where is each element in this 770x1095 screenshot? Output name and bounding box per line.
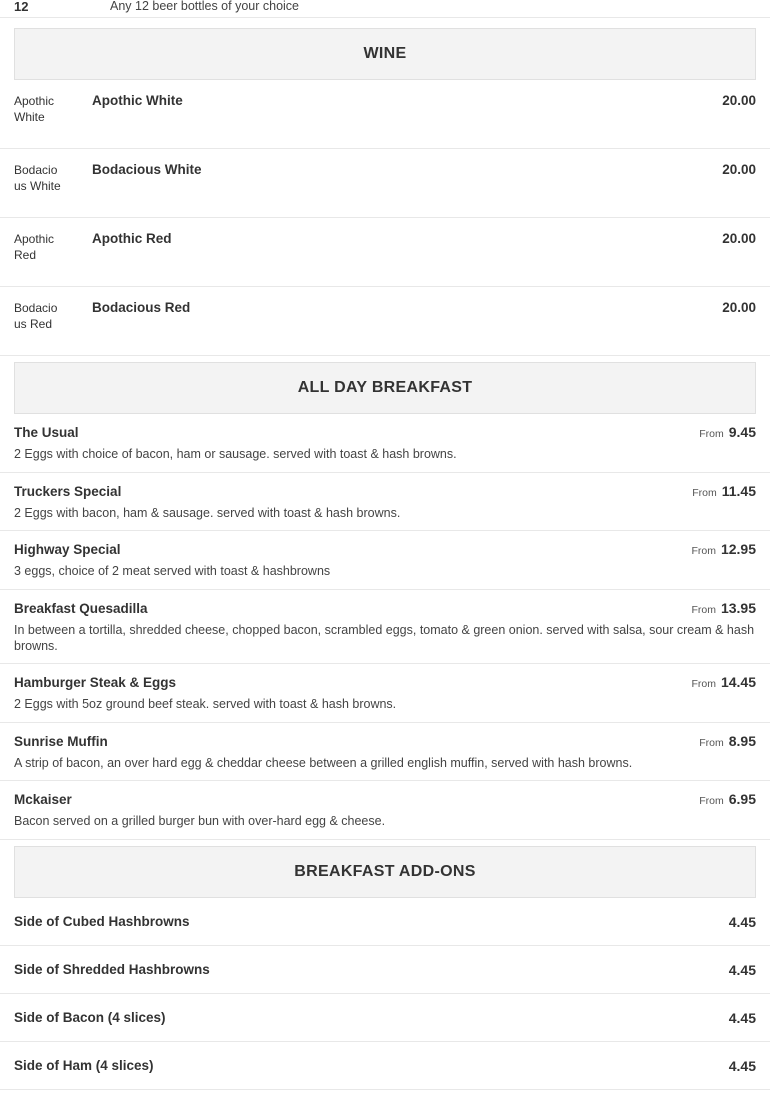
- item-name: Side of Shredded Hashbrowns: [14, 962, 210, 977]
- section-list-wine: [0, 80, 770, 356]
- section-header-wine: WINE: [14, 28, 756, 80]
- partial-quantity: 12: [14, 0, 29, 14]
- wine-thumbnail-alt: Apothic White: [14, 94, 55, 125]
- list-item[interactable]: [0, 781, 770, 840]
- item-price-group: [691, 674, 756, 690]
- item-price: 4.45: [728, 961, 756, 978]
- item-price: 20.00: [722, 162, 756, 177]
- item-price: 20.00: [722, 300, 756, 315]
- item-header: [14, 600, 756, 616]
- from-label: From: [691, 678, 716, 691]
- item-name: Breakfast Quesadilla: [14, 600, 148, 616]
- item-description: 2 Eggs with bacon, ham & sausage. served with toast & hash browns.: [14, 505, 401, 520]
- list-item[interactable]: [0, 1042, 770, 1090]
- item-name: Apothic White: [92, 93, 183, 108]
- from-label: From: [699, 736, 724, 749]
- from-label: From: [691, 545, 716, 558]
- item-price: 12.95: [720, 541, 756, 558]
- item-price-group: [691, 541, 756, 557]
- item-price-group: [692, 483, 756, 499]
- item-header: [14, 733, 756, 749]
- from-label: From: [699, 795, 724, 808]
- list-item[interactable]: [0, 531, 770, 590]
- section-header-all-day-breakfast: ALL DAY BREAKFAST: [14, 362, 756, 414]
- item-header: [14, 674, 756, 690]
- item-description: 2 Eggs with 5oz ground beef steak. served with toast & hash browns.: [14, 697, 397, 712]
- wine-thumbnail-alt: Bodacious Red: [14, 301, 58, 332]
- from-label: From: [692, 486, 717, 499]
- from-label: From: [691, 603, 716, 616]
- item-header: [14, 791, 756, 807]
- item-price-group: [691, 600, 756, 616]
- item-price: 8.95: [728, 732, 756, 749]
- item-name: Side of Ham (4 slices): [14, 1058, 154, 1073]
- item-name: Sunrise Muffin: [14, 733, 108, 749]
- item-description: Bacon served on a grilled burger bun with over-hard egg & cheese.: [14, 814, 386, 829]
- wine-thumbnail-alt: Apothic Red: [14, 232, 55, 263]
- wine-thumbnail-alt: Bodacious White: [14, 163, 61, 194]
- item-name: Mckaiser: [14, 792, 72, 808]
- item-name: Side of Bacon (4 slices): [14, 1010, 166, 1025]
- list-item[interactable]: [0, 414, 770, 473]
- section-header-breakfast-add-ons: BREAKFAST ADD-ONS: [14, 846, 756, 898]
- item-name: Bodacious Red: [92, 300, 191, 315]
- section-list-all-day-breakfast: [0, 414, 770, 840]
- list-item[interactable]: [0, 723, 770, 782]
- list-item[interactable]: [0, 590, 770, 664]
- item-price-group: [699, 424, 756, 440]
- item-price: 4.45: [728, 1009, 756, 1026]
- item-name: Apothic Red: [92, 231, 172, 246]
- item-name: Bodacious White: [92, 162, 202, 177]
- item-description: 3 eggs, choice of 2 meat served with toast & hashbrowns: [14, 564, 331, 579]
- spacer: [0, 18, 770, 28]
- item-price: 4.45: [728, 913, 756, 930]
- list-item[interactable]: [0, 149, 770, 218]
- item-price: 6.95: [728, 791, 756, 808]
- list-item[interactable]: [0, 473, 770, 532]
- partial-description: Any 12 beer bottles of your choice: [110, 0, 300, 13]
- item-price: 20.00: [722, 93, 756, 108]
- item-price: 13.95: [720, 599, 756, 616]
- item-price: 14.45: [720, 674, 756, 691]
- list-item[interactable]: [0, 664, 770, 723]
- section-list-breakfast-add-ons: [0, 898, 770, 1090]
- item-header: [14, 483, 756, 499]
- item-name: Hamburger Steak & Eggs: [14, 675, 177, 691]
- item-price: 4.45: [728, 1057, 756, 1074]
- item-header: [14, 424, 756, 440]
- item-header: [14, 541, 756, 557]
- item-price: 11.45: [721, 482, 756, 499]
- item-price-group: [699, 791, 756, 807]
- item-name: Highway Special: [14, 542, 121, 558]
- item-price-group: [699, 733, 756, 749]
- list-item[interactable]: [0, 218, 770, 287]
- item-description: A strip of bacon, an over hard egg & cheddar cheese between a grilled english muffin, served with hash browns.: [14, 755, 633, 770]
- list-item[interactable]: [0, 946, 770, 994]
- menu-item-partial: [0, 0, 770, 18]
- item-description: 2 Eggs with choice of bacon, ham or sausage. served with toast & hash browns.: [14, 447, 457, 461]
- item-name: Side of Cubed Hashbrowns: [14, 914, 190, 929]
- list-item[interactable]: [0, 994, 770, 1042]
- list-item[interactable]: [0, 287, 770, 356]
- list-item[interactable]: [0, 80, 770, 149]
- from-label: From: [699, 428, 724, 440]
- item-name: Truckers Special: [14, 483, 122, 499]
- item-price: 20.00: [722, 231, 756, 246]
- item-description: In between a tortilla, shredded cheese, chopped bacon, scrambled eggs, tomato & green onion. served with salsa, sour cream & hash browns.: [14, 622, 755, 653]
- item-name: The Usual: [14, 425, 79, 440]
- list-item[interactable]: [0, 898, 770, 946]
- item-price: 9.45: [728, 424, 756, 440]
